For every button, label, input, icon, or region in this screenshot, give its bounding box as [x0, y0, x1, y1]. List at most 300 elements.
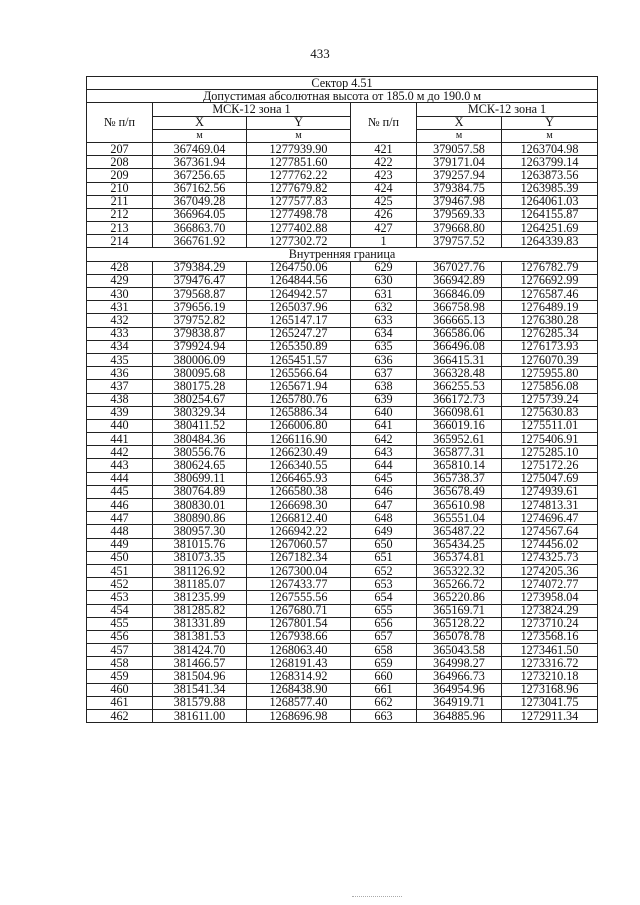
table-row [87, 525, 598, 538]
table-cell: 1263985.39 [502, 182, 598, 195]
table-cell: 213 [87, 222, 153, 235]
table-cell: 1265350.89 [247, 340, 351, 353]
table-cell: 365877.31 [417, 446, 502, 459]
table-cell: 366496.08 [417, 340, 502, 353]
table-cell: 453 [87, 591, 153, 604]
table-cell: 365610.98 [417, 499, 502, 512]
table-cell: 380329.34 [153, 406, 247, 419]
header-num-right: № п/п [351, 103, 417, 143]
header-row-system [87, 103, 598, 116]
header-system-left: МСК-12 зона 1 [153, 103, 351, 116]
table-cell: 443 [87, 459, 153, 472]
table-cell: 379924.94 [153, 340, 247, 353]
table-cell: 1277679.82 [247, 182, 351, 195]
table-cell: 365078.78 [417, 630, 502, 643]
table-cell: 447 [87, 512, 153, 525]
table-row [87, 591, 598, 604]
table-cell: 440 [87, 419, 153, 432]
table-cell: 638 [351, 380, 417, 393]
table-cell: 381185.07 [153, 578, 247, 591]
table-cell: 424 [351, 182, 417, 195]
table-cell: 636 [351, 353, 417, 366]
table-row [87, 288, 598, 301]
inner-boundary-label: Внутренняя граница [87, 248, 598, 261]
table-cell: 381235.99 [153, 591, 247, 604]
table-cell: 1263799.14 [502, 156, 598, 169]
table-cell: 659 [351, 657, 417, 670]
table-row [87, 710, 598, 723]
table-cell: 1274696.47 [502, 512, 598, 525]
table-cell: 380624.65 [153, 459, 247, 472]
table-cell: 366761.92 [153, 235, 247, 248]
table-cell: 1267555.56 [247, 591, 351, 604]
table-row [87, 195, 598, 208]
header-y-right: Y [502, 116, 598, 129]
table-cell: 1277498.78 [247, 208, 351, 221]
table-cell: 1264750.06 [247, 261, 351, 274]
table-cell: 381126.92 [153, 564, 247, 577]
table-cell: 380254.67 [153, 393, 247, 406]
table-cell: 642 [351, 433, 417, 446]
table-cell: 454 [87, 604, 153, 617]
table-cell: 1274939.61 [502, 485, 598, 498]
table-row [87, 208, 598, 221]
table-cell: 381285.82 [153, 604, 247, 617]
table-row [87, 433, 598, 446]
table-cell: 456 [87, 630, 153, 643]
table-cell: 429 [87, 274, 153, 287]
table-cell: 1263873.56 [502, 169, 598, 182]
header-num-left: № п/п [87, 103, 153, 143]
table-cell: 365043.58 [417, 644, 502, 657]
table-cell: 1265671.94 [247, 380, 351, 393]
table-cell: 629 [351, 261, 417, 274]
table-cell: 214 [87, 235, 153, 248]
table-cell: 1276070.39 [502, 353, 598, 366]
table-cell: 381541.34 [153, 683, 247, 696]
table-cell: 379568.87 [153, 288, 247, 301]
table-cell: 207 [87, 142, 153, 155]
table-cell: 365169.71 [417, 604, 502, 617]
table-cell: 366846.09 [417, 288, 502, 301]
table-cell: 365128.22 [417, 617, 502, 630]
header-row-axes [87, 116, 598, 129]
table-cell: 379476.47 [153, 274, 247, 287]
table-cell: 364966.73 [417, 670, 502, 683]
table-cell: 650 [351, 538, 417, 551]
table-cell: 651 [351, 551, 417, 564]
table-cell: 422 [351, 156, 417, 169]
table-cell: 1268191.43 [247, 657, 351, 670]
table-cell: 1276285.34 [502, 327, 598, 340]
table-cell: 446 [87, 499, 153, 512]
table-cell: 1266942.22 [247, 525, 351, 538]
table-cell: 364885.96 [417, 710, 502, 723]
table-row [87, 604, 598, 617]
table-cell: 366665.13 [417, 314, 502, 327]
table-cell: 643 [351, 446, 417, 459]
table-cell: 1268438.90 [247, 683, 351, 696]
table-cell: 365551.04 [417, 512, 502, 525]
table-cell: 366586.06 [417, 327, 502, 340]
table-cell: 367361.94 [153, 156, 247, 169]
table-cell: 655 [351, 604, 417, 617]
table-row [87, 459, 598, 472]
table-cell: 438 [87, 393, 153, 406]
table-cell: 1275511.01 [502, 419, 598, 432]
table-cell: 448 [87, 525, 153, 538]
table-cell: 380556.76 [153, 446, 247, 459]
table-row [87, 617, 598, 630]
table-cell: 425 [351, 195, 417, 208]
table-cell: 1264942.57 [247, 288, 351, 301]
header-y-left: Y [247, 116, 351, 129]
table-row [87, 512, 598, 525]
table-cell: 652 [351, 564, 417, 577]
table-cell: 1273568.16 [502, 630, 598, 643]
table-cell: 1266580.38 [247, 485, 351, 498]
table-row [87, 222, 598, 235]
table-cell: 661 [351, 683, 417, 696]
table-cell: 367027.76 [417, 261, 502, 274]
table-cell: 1274567.64 [502, 525, 598, 538]
table-cell: 364954.96 [417, 683, 502, 696]
table-cell: 1276782.79 [502, 261, 598, 274]
table-cell: 379668.80 [417, 222, 502, 235]
unit-x-right: м [417, 129, 502, 142]
table-cell: 646 [351, 485, 417, 498]
table-cell: 1274072.77 [502, 578, 598, 591]
table-cell: 640 [351, 406, 417, 419]
table-row [87, 340, 598, 353]
table-cell: 1275172.26 [502, 459, 598, 472]
table-row [87, 485, 598, 498]
table-cell: 381579.88 [153, 696, 247, 709]
table-cell: 366964.05 [153, 208, 247, 221]
table-cell: 381466.57 [153, 657, 247, 670]
table-cell: 1268696.98 [247, 710, 351, 723]
table-cell: 426 [351, 208, 417, 221]
table-cell: 654 [351, 591, 417, 604]
table-cell: 648 [351, 512, 417, 525]
table-cell: 1264844.56 [247, 274, 351, 287]
table-cell: 1 [351, 235, 417, 248]
table-cell: 649 [351, 525, 417, 538]
table-cell: 1266230.49 [247, 446, 351, 459]
table-cell: 365434.25 [417, 538, 502, 551]
table-row [87, 393, 598, 406]
table-cell: 1276587.46 [502, 288, 598, 301]
table-row [87, 683, 598, 696]
table-cell: 1267801.54 [247, 617, 351, 630]
table-cell: 365487.22 [417, 525, 502, 538]
table-cell: 381611.00 [153, 710, 247, 723]
table-cell: 634 [351, 327, 417, 340]
table-cell: 379384.29 [153, 261, 247, 274]
table-cell: 380175.28 [153, 380, 247, 393]
table-cell: 653 [351, 578, 417, 591]
table-row [87, 630, 598, 643]
table-cell: 379752.82 [153, 314, 247, 327]
table-cell: 365220.86 [417, 591, 502, 604]
table-cell: 1275630.83 [502, 406, 598, 419]
table-row [87, 696, 598, 709]
table-cell: 210 [87, 182, 153, 195]
scan-artifact [352, 896, 402, 898]
table-cell: 1265780.76 [247, 393, 351, 406]
header-row-units [87, 129, 598, 142]
table-row [87, 578, 598, 591]
table-cell: 380890.86 [153, 512, 247, 525]
table-cell: 637 [351, 367, 417, 380]
table-cell: 1273316.72 [502, 657, 598, 670]
table-cell: 1273041.75 [502, 696, 598, 709]
table-cell: 211 [87, 195, 153, 208]
table-cell: 1275856.08 [502, 380, 598, 393]
table-cell: 1266340.55 [247, 459, 351, 472]
table-cell: 366942.89 [417, 274, 502, 287]
table-row [87, 314, 598, 327]
table-cell: 431 [87, 301, 153, 314]
table-row [87, 327, 598, 340]
table-cell: 1268314.92 [247, 670, 351, 683]
table-cell: 1265247.27 [247, 327, 351, 340]
table-cell: 635 [351, 340, 417, 353]
table-cell: 1273958.04 [502, 591, 598, 604]
table-cell: 1267182.34 [247, 551, 351, 564]
table-row [87, 419, 598, 432]
table-row [87, 301, 598, 314]
table-cell: 462 [87, 710, 153, 723]
table-cell: 433 [87, 327, 153, 340]
table-cell: 457 [87, 644, 153, 657]
unit-y-right: м [502, 129, 598, 142]
table-cell: 366863.70 [153, 222, 247, 235]
table-cell: 379257.94 [417, 169, 502, 182]
table-cell: 439 [87, 406, 153, 419]
table-cell: 458 [87, 657, 153, 670]
table-row [87, 406, 598, 419]
table-cell: 656 [351, 617, 417, 630]
table-cell: 436 [87, 367, 153, 380]
table-cell: 1273824.29 [502, 604, 598, 617]
table-cell: 365266.72 [417, 578, 502, 591]
table-cell: 1266698.30 [247, 499, 351, 512]
table-cell: 365952.61 [417, 433, 502, 446]
table-cell: 208 [87, 156, 153, 169]
table-cell: 1268063.40 [247, 644, 351, 657]
table-cell: 366415.31 [417, 353, 502, 366]
table-cell: 380095.68 [153, 367, 247, 380]
table-cell: 1273710.24 [502, 617, 598, 630]
table-cell: 434 [87, 340, 153, 353]
table-cell: 645 [351, 472, 417, 485]
table-cell: 367162.56 [153, 182, 247, 195]
table-cell: 641 [351, 419, 417, 432]
table-cell: 1267060.57 [247, 538, 351, 551]
table-cell: 380830.01 [153, 499, 247, 512]
table-cell: 630 [351, 274, 417, 287]
table-cell: 657 [351, 630, 417, 643]
table-cell: 380957.30 [153, 525, 247, 538]
table-cell: 444 [87, 472, 153, 485]
table-row [87, 367, 598, 380]
table-row [87, 380, 598, 393]
table-cell: 366328.48 [417, 367, 502, 380]
table-cell: 365738.37 [417, 472, 502, 485]
header-system-right: МСК-12 зона 1 [417, 103, 598, 116]
table-cell: 450 [87, 551, 153, 564]
table-row [87, 657, 598, 670]
table-cell: 381381.53 [153, 630, 247, 643]
table-row [87, 274, 598, 287]
inner-boundary-row [87, 248, 598, 261]
table-cell: 1266465.93 [247, 472, 351, 485]
table-row [87, 182, 598, 195]
table-cell: 1275955.80 [502, 367, 598, 380]
table-cell: 1276692.99 [502, 274, 598, 287]
table-cell: 1264251.69 [502, 222, 598, 235]
table-cell: 1276489.19 [502, 301, 598, 314]
table-cell: 631 [351, 288, 417, 301]
table-cell: 379057.58 [417, 142, 502, 155]
table-row [87, 670, 598, 683]
table-cell: 1264155.87 [502, 208, 598, 221]
table-cell: 1265566.64 [247, 367, 351, 380]
table-cell: 1275739.24 [502, 393, 598, 406]
page-number: 433 [310, 46, 330, 61]
table-cell: 437 [87, 380, 153, 393]
height-range-row [87, 90, 598, 103]
table-cell: 430 [87, 288, 153, 301]
table-cell: 1277851.60 [247, 156, 351, 169]
table-cell: 663 [351, 710, 417, 723]
table-cell: 379838.87 [153, 327, 247, 340]
table-cell: 367049.28 [153, 195, 247, 208]
table-row [87, 235, 598, 248]
table-cell: 379656.19 [153, 301, 247, 314]
sector-title-row [87, 77, 598, 90]
table-cell: 366255.53 [417, 380, 502, 393]
table-cell: 209 [87, 169, 153, 182]
table-cell: 1267680.71 [247, 604, 351, 617]
table-cell: 1277402.88 [247, 222, 351, 235]
table-cell: 644 [351, 459, 417, 472]
table-cell: 421 [351, 142, 417, 155]
table-cell: 1264061.03 [502, 195, 598, 208]
table-cell: 1277939.90 [247, 142, 351, 155]
table-row [87, 261, 598, 274]
table-cell: 381015.76 [153, 538, 247, 551]
table-cell: 452 [87, 578, 153, 591]
table-cell: 1268577.40 [247, 696, 351, 709]
table-cell: 1274325.73 [502, 551, 598, 564]
table-cell: 1263704.98 [502, 142, 598, 155]
table-cell: 380484.36 [153, 433, 247, 446]
table-cell: 1273168.96 [502, 683, 598, 696]
table-cell: 662 [351, 696, 417, 709]
table-cell: 364919.71 [417, 696, 502, 709]
table-cell: 658 [351, 644, 417, 657]
table-cell: 365810.14 [417, 459, 502, 472]
table-cell: 1276380.28 [502, 314, 598, 327]
table-cell: 660 [351, 670, 417, 683]
table-cell: 441 [87, 433, 153, 446]
table-cell: 428 [87, 261, 153, 274]
table-cell: 381424.70 [153, 644, 247, 657]
table-cell: 632 [351, 301, 417, 314]
table-cell: 1264339.83 [502, 235, 598, 248]
table-cell: 366098.61 [417, 406, 502, 419]
table-cell: 1277302.72 [247, 235, 351, 248]
table-cell: 379467.98 [417, 195, 502, 208]
table-cell: 366172.73 [417, 393, 502, 406]
table-cell: 1272911.34 [502, 710, 598, 723]
table-row [87, 538, 598, 551]
table-cell: 460 [87, 683, 153, 696]
header-x-left: X [153, 116, 247, 129]
table-cell: 365678.49 [417, 485, 502, 498]
table-cell: 365374.81 [417, 551, 502, 564]
unit-y-left: м [247, 129, 351, 142]
table-cell: 1265451.57 [247, 353, 351, 366]
table-cell: 1275406.91 [502, 433, 598, 446]
table-cell: 1265886.34 [247, 406, 351, 419]
table-cell: 367469.04 [153, 142, 247, 155]
table-cell: 442 [87, 446, 153, 459]
table-cell: 1265037.96 [247, 301, 351, 314]
table-cell: 367256.65 [153, 169, 247, 182]
table-cell: 1274205.36 [502, 564, 598, 577]
table-cell: 379569.33 [417, 208, 502, 221]
table-cell: 1277762.22 [247, 169, 351, 182]
table-cell: 1266116.90 [247, 433, 351, 446]
table-cell: 379384.75 [417, 182, 502, 195]
header-x-right: X [417, 116, 502, 129]
coordinates-table [86, 76, 598, 723]
table-cell: 1266006.80 [247, 419, 351, 432]
table-cell: 639 [351, 393, 417, 406]
table-cell: 1277577.83 [247, 195, 351, 208]
table-row [87, 142, 598, 155]
table-cell: 435 [87, 353, 153, 366]
table-cell: 633 [351, 314, 417, 327]
table-cell: 364998.27 [417, 657, 502, 670]
sector-title: Сектор 4.51 [87, 77, 598, 90]
table-cell: 1266812.40 [247, 512, 351, 525]
table-cell: 461 [87, 696, 153, 709]
table-cell: 1273210.18 [502, 670, 598, 683]
table-cell: 427 [351, 222, 417, 235]
table-cell: 212 [87, 208, 153, 221]
table-row [87, 169, 598, 182]
table-row [87, 446, 598, 459]
table-cell: 1274813.31 [502, 499, 598, 512]
table-cell: 1274456.02 [502, 538, 598, 551]
table-cell: 365322.32 [417, 564, 502, 577]
height-range: Допустимая абсолютная высота от 185.0 м до 190.0 м [87, 90, 598, 103]
table-cell: 1275285.10 [502, 446, 598, 459]
table-cell: 423 [351, 169, 417, 182]
table-cell: 381504.96 [153, 670, 247, 683]
table-cell: 366758.98 [417, 301, 502, 314]
table-row [87, 156, 598, 169]
table-cell: 1273461.50 [502, 644, 598, 657]
table-row [87, 564, 598, 577]
table-cell: 380006.09 [153, 353, 247, 366]
table-cell: 1265147.17 [247, 314, 351, 327]
table-row [87, 472, 598, 485]
